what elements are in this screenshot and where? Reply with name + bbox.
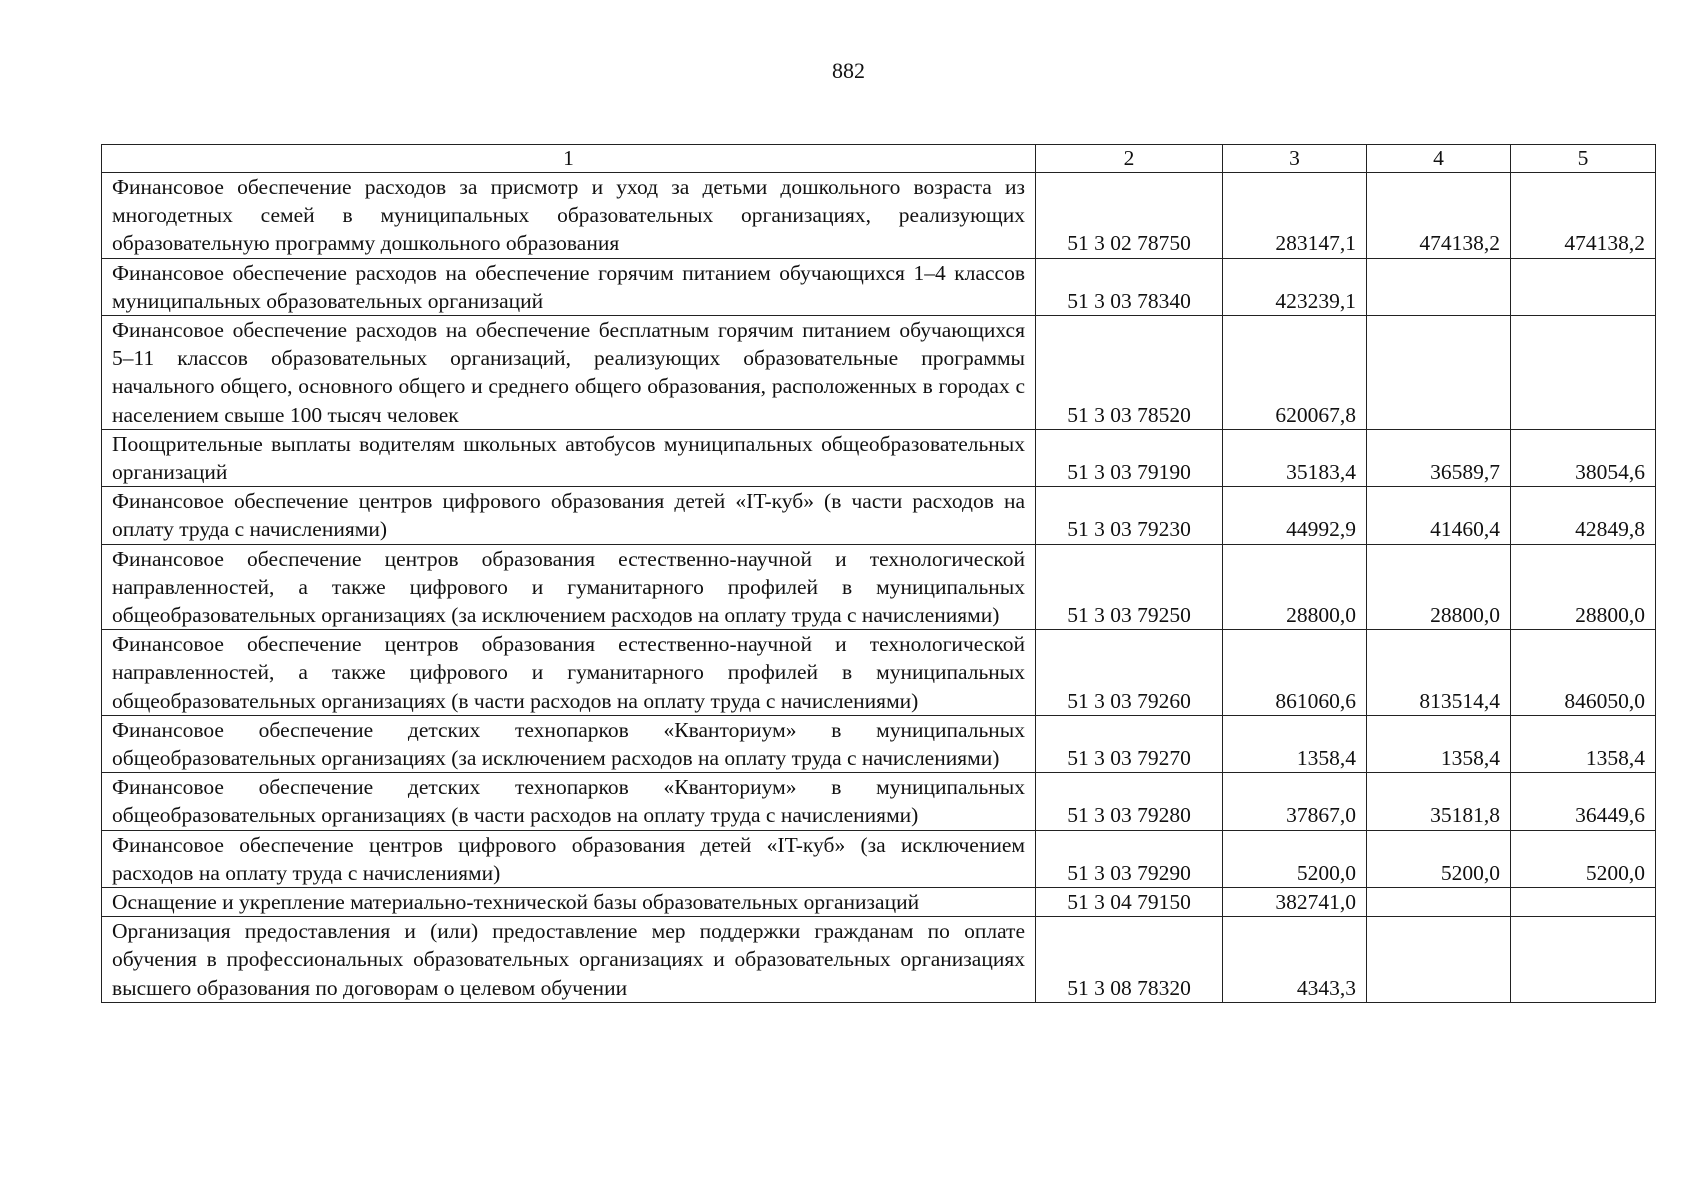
- row-value-3: 37867,0: [1223, 773, 1367, 830]
- row-value-4: 28800,0: [1367, 544, 1511, 630]
- row-value-3: 35183,4: [1223, 429, 1367, 486]
- table-row: [102, 544, 1656, 630]
- row-description: Финансовое обеспечение расходов на обеспечение горячим питанием обучающихся 1–4 классов муниципальных образовательных организаций: [102, 258, 1036, 315]
- row-value-4: 1358,4: [1367, 715, 1511, 772]
- row-value-5: 474138,2: [1511, 173, 1656, 259]
- row-value-4: 41460,4: [1367, 487, 1511, 544]
- table-row: [102, 715, 1656, 772]
- table-row: [102, 917, 1656, 1003]
- row-description: Организация предоставления и (или) предоставление мер поддержки гражданам по оплате обучения в профессиональных образовательных организациях и образовательных организациях высшего образования по договорам о целевом обучении: [102, 917, 1036, 1003]
- row-description: Финансовое обеспечение центров цифрового образования детей «IT-куб» (за исключением расходов на оплату труда с начислениями): [102, 830, 1036, 887]
- column-header-2: 2: [1036, 145, 1223, 173]
- row-value-3: 44992,9: [1223, 487, 1367, 544]
- row-value-3: 620067,8: [1223, 316, 1367, 430]
- row-code: 51 3 02 78750: [1036, 173, 1223, 259]
- row-description: Поощрительные выплаты водителям школьных автобусов муниципальных общеобразовательных организаций: [102, 429, 1036, 486]
- row-value-5: 38054,6: [1511, 429, 1656, 486]
- row-description: Финансовое обеспечение расходов за присмотр и уход за детьми дошкольного возраста из многодетных семей в муниципальных образовательных организациях, реализующих образовательную программу дошкольного образования: [102, 173, 1036, 259]
- row-description: Финансовое обеспечение детских технопарков «Кванториум» в муниципальных общеобразовательных организациях (в части расходов на оплату труда с начислениями): [102, 773, 1036, 830]
- row-code: 51 3 03 79280: [1036, 773, 1223, 830]
- row-code: 51 3 08 78320: [1036, 917, 1223, 1003]
- table-row: [102, 630, 1656, 716]
- row-description: Оснащение и укрепление материально-технической базы образовательных организаций: [102, 888, 1036, 917]
- row-value-4: 813514,4: [1367, 630, 1511, 716]
- table-row: [102, 173, 1656, 259]
- table-header: [102, 145, 1656, 173]
- header-row: [102, 145, 1656, 173]
- row-description: Финансовое обеспечение центров цифрового образования детей «IT-куб» (в части расходов на оплату труда с начислениями): [102, 487, 1036, 544]
- table-body: [102, 173, 1656, 1003]
- row-value-4: [1367, 316, 1511, 430]
- row-value-5: 36449,6: [1511, 773, 1656, 830]
- row-description: Финансовое обеспечение детских технопарков «Кванториум» в муниципальных общеобразовательных организациях (за исключением расходов на оплату труда с начислениями): [102, 715, 1036, 772]
- row-value-3: 382741,0: [1223, 888, 1367, 917]
- row-value-5: 28800,0: [1511, 544, 1656, 630]
- column-header-5: 5: [1511, 145, 1656, 173]
- row-value-3: 1358,4: [1223, 715, 1367, 772]
- row-value-5: 42849,8: [1511, 487, 1656, 544]
- row-code: 51 3 03 79230: [1036, 487, 1223, 544]
- row-value-4: [1367, 258, 1511, 315]
- table-row: [102, 888, 1656, 917]
- row-value-3: 283147,1: [1223, 173, 1367, 259]
- column-header-3: 3: [1223, 145, 1367, 173]
- row-value-5: [1511, 917, 1656, 1003]
- row-value-5: [1511, 258, 1656, 315]
- row-description: Финансовое обеспечение расходов на обеспечение бесплатным горячим питанием обучающихся 5–11 классов образовательных организаций, реализующих образовательные программы начального общего, основного общего и среднего общего образования, расположенных в городах с населением свыше 100 тысяч человек: [102, 316, 1036, 430]
- page-number: 882: [832, 58, 865, 83]
- row-value-4: 5200,0: [1367, 830, 1511, 887]
- row-value-3: 5200,0: [1223, 830, 1367, 887]
- row-value-3: 423239,1: [1223, 258, 1367, 315]
- row-value-5: 846050,0: [1511, 630, 1656, 716]
- row-code: 51 3 03 79260: [1036, 630, 1223, 716]
- row-value-5: 5200,0: [1511, 830, 1656, 887]
- row-value-4: 36589,7: [1367, 429, 1511, 486]
- table-row: [102, 773, 1656, 830]
- column-header-4: 4: [1367, 145, 1511, 173]
- row-value-4: 474138,2: [1367, 173, 1511, 259]
- row-code: 51 3 03 79270: [1036, 715, 1223, 772]
- row-description: Финансовое обеспечение центров образования естественно-научной и технологической направленностей, а также цифрового и гуманитарного профилей в муниципальных общеобразовательных организациях (за исключением расходов на оплату труда с начислениями): [102, 544, 1036, 630]
- row-value-5: [1511, 316, 1656, 430]
- table-row: [102, 487, 1656, 544]
- table-row: [102, 258, 1656, 315]
- row-code: 51 3 03 78520: [1036, 316, 1223, 430]
- row-value-4: [1367, 917, 1511, 1003]
- row-value-3: 4343,3: [1223, 917, 1367, 1003]
- row-value-3: 28800,0: [1223, 544, 1367, 630]
- row-value-5: [1511, 888, 1656, 917]
- row-code: 51 3 03 79190: [1036, 429, 1223, 486]
- row-code: 51 3 03 78340: [1036, 258, 1223, 315]
- row-description: Финансовое обеспечение центров образования естественно-научной и технологической направленностей, а также цифрового и гуманитарного профилей в муниципальных общеобразовательных организациях (в части расходов на оплату труда с начислениями): [102, 630, 1036, 716]
- table-row: [102, 830, 1656, 887]
- budget-table: [101, 144, 1656, 1003]
- table-row: [102, 316, 1656, 430]
- row-code: 51 3 04 79150: [1036, 888, 1223, 917]
- row-value-3: 861060,6: [1223, 630, 1367, 716]
- column-header-1: 1: [102, 145, 1036, 173]
- row-code: 51 3 03 79250: [1036, 544, 1223, 630]
- table-row: [102, 429, 1656, 486]
- row-value-5: 1358,4: [1511, 715, 1656, 772]
- row-value-4: 35181,8: [1367, 773, 1511, 830]
- row-value-4: [1367, 888, 1511, 917]
- row-code: 51 3 03 79290: [1036, 830, 1223, 887]
